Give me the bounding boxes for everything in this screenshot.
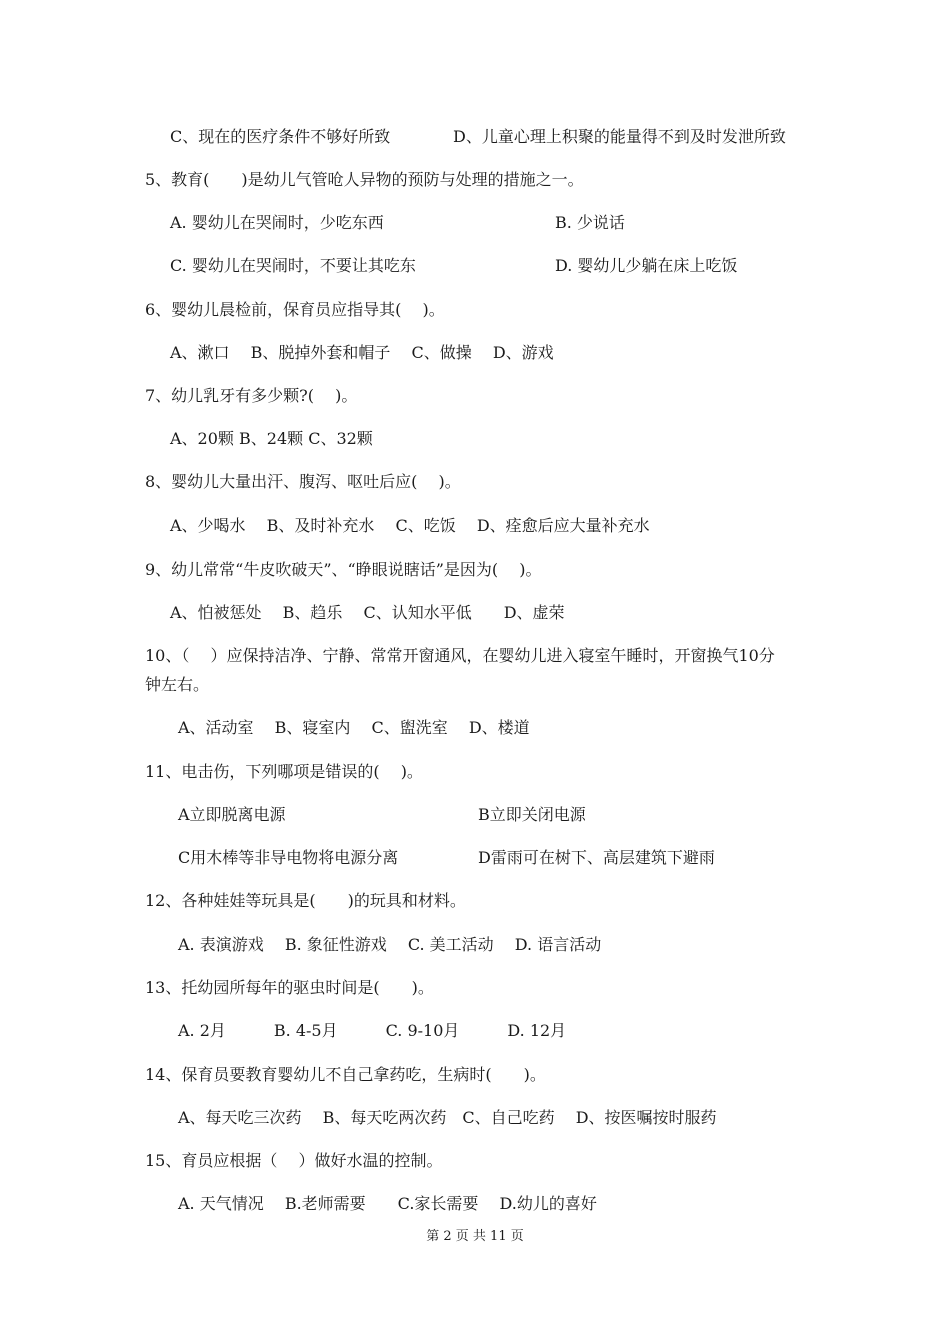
- q5-option-d: D. 婴幼儿少躺在床上吃饭: [555, 256, 738, 275]
- q5-option-b: B. 少说话: [555, 213, 625, 232]
- q14-stem: 14、保育员要教育婴幼儿不自己拿药吃，生病时( )。: [145, 1065, 546, 1084]
- q11-option-c: C用木棒等非导电物将电源分离: [178, 848, 399, 867]
- q11-option-a: A立即脱离电源: [178, 805, 286, 824]
- q13-stem: 13、托幼园所每年的驱虫时间是( )。: [145, 978, 434, 997]
- q7-options: A、20颗 B、24颗 C、32颗: [170, 429, 373, 448]
- q4-option-c: C、现在的医疗条件不够好所致: [170, 127, 391, 146]
- q5-option-c: C. 婴幼儿在哭闹时，不要让其吃东: [170, 256, 416, 275]
- q8-stem: 8、婴幼儿大量出汗、腹泻、呕吐后应( )。: [145, 472, 461, 491]
- q7-stem: 7、幼儿乳牙有多少颗?( )。: [145, 386, 358, 405]
- q9-options: A、怕被惩处 B、趋乐 C、认知水平低 D、虚荣: [170, 603, 565, 622]
- q5-option-a: A. 婴幼儿在哭闹时，少吃东西: [170, 213, 384, 232]
- page-number-footer: 第 2 页 共 11 页: [426, 1229, 524, 1244]
- q5-stem: 5、教育( )是幼儿气管呛人异物的预防与处理的措施之一。: [145, 170, 584, 189]
- q10-options: A、活动室 B、寝室内 C、盥洗室 D、楼道: [178, 718, 530, 737]
- q4-option-d: D、儿童心理上积聚的能量得不到及时发泄所致: [453, 127, 786, 146]
- q12-stem: 12、各种娃娃等玩具是( )的玩具和材料。: [145, 891, 466, 910]
- q13-options: A. 2月 B. 4-5月 C. 9-10月 D. 12月: [178, 1021, 567, 1040]
- q6-stem: 6、婴幼儿晨检前，保育员应指导其( )。: [145, 300, 445, 319]
- q14-options: A、每天吃三次药 B、每天吃两次药 C、自己吃药 D、按医嘱按时服药: [178, 1108, 717, 1127]
- q10-stem-line-1: 10、（ ）应保持洁净、宁静、常常开窗通风，在婴幼儿进入寝室午睡时，开窗换气10分: [145, 646, 775, 665]
- q11-stem: 11、电击伤，下列哪项是错误的( )。: [145, 762, 423, 781]
- q6-options: A、漱口 B、脱掉外套和帽子 C、做操 D、游戏: [170, 343, 554, 362]
- q10-stem-line-2: 钟左右。: [145, 675, 210, 694]
- q11-option-d: D雷雨可在树下、高层建筑下避雨: [478, 848, 715, 867]
- q8-options: A、少喝水 B、及时补充水 C、吃饭 D、痊愈后应大量补充水: [170, 516, 650, 535]
- q9-stem: 9、幼儿常常“牛皮吹破天”、“睁眼说瞎话”是因为( )。: [145, 560, 542, 579]
- q11-option-b: B立即关闭电源: [478, 805, 586, 824]
- q12-options: A. 表演游戏 B. 象征性游戏 C. 美工活动 D. 语言活动: [178, 935, 602, 954]
- q15-options: A. 天气情况 B.老师需要 C.家长需要 D.幼儿的喜好: [178, 1194, 597, 1213]
- q15-stem: 15、育员应根据（ ）做好水温的控制。: [145, 1151, 443, 1170]
